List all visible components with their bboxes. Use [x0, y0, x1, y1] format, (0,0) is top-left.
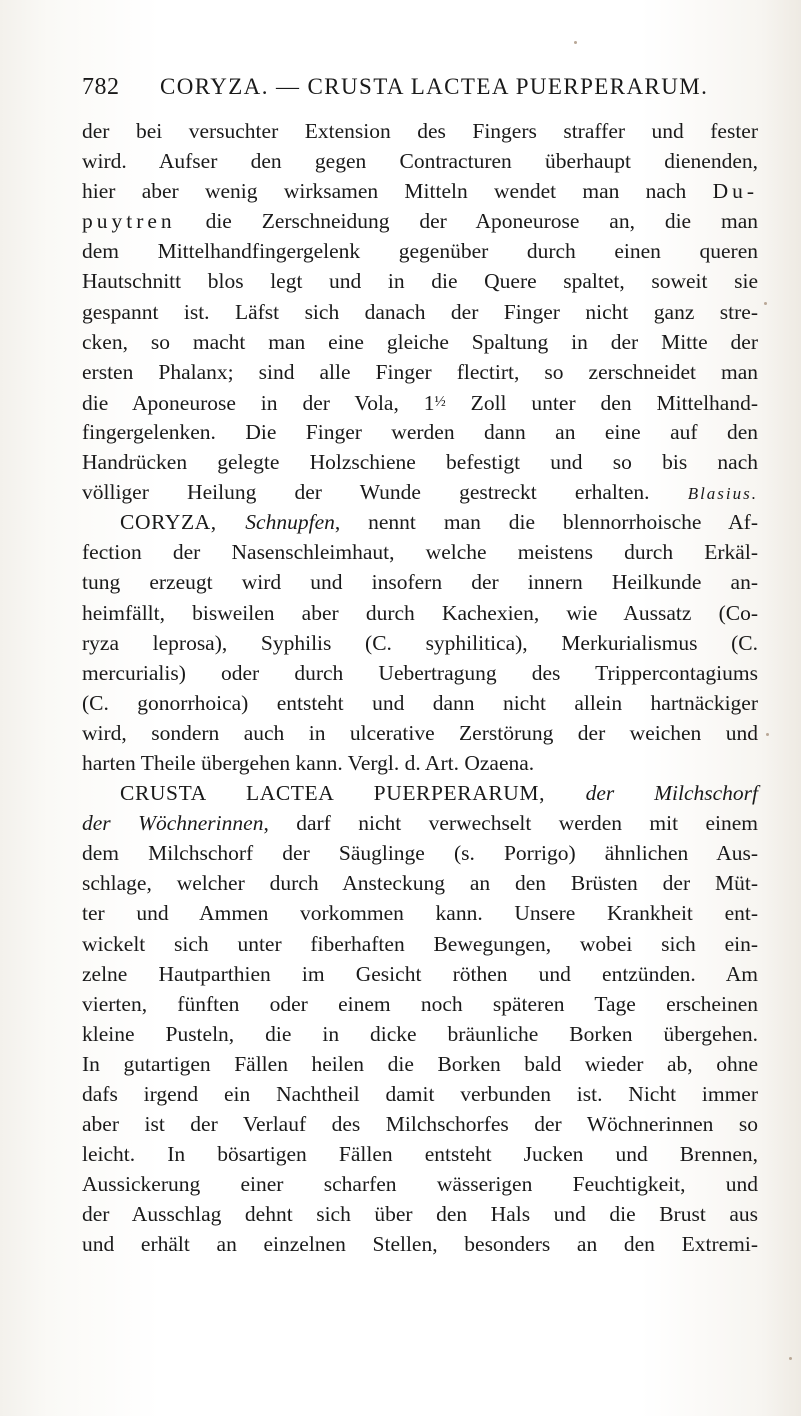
text-line	[82, 1139, 758, 1169]
text-segment: völliger Heilung der Wunde gestreckt erhalten.	[82, 480, 688, 505]
text-segment: dafs irgend ein Nachtheil damit verbunden ist. Nicht immer	[82, 1082, 758, 1106]
page-number: 782	[82, 74, 120, 100]
text-line	[82, 688, 758, 718]
page-header	[82, 74, 712, 106]
text-segment: der Ausschlag dehnt sich über den Hals und die Brust aus	[82, 1202, 758, 1227]
text-segment: kleine Pusteln, die in dicke bräunliche Borken übergehen.	[82, 1021, 758, 1046]
text-line	[82, 537, 758, 567]
paper-speck	[764, 302, 767, 305]
text-segment: cken, so macht man eine gleiche Spaltung in der Mitte der	[82, 329, 758, 354]
text-line	[82, 357, 758, 387]
text-line	[82, 1049, 758, 1079]
text-line	[82, 748, 758, 778]
text-segment: CRUSTA LACTEA PUERPERARUM,	[120, 781, 586, 806]
text-line	[82, 1229, 758, 1259]
text-segment: mercurialis) oder durch Uebertragung des Trippercontagiums	[82, 660, 758, 685]
text-segment: Hautschnitt blos legt und in die Quere spaltet, soweit sie	[82, 269, 758, 294]
text-segment: aber ist der Verlauf des Milchschorfes der Wöchnerinnen so	[82, 1112, 758, 1137]
text-line	[82, 567, 758, 597]
text-segment: der bei versuchter Extension des Fingers straffer und fester	[82, 119, 758, 143]
paper-speck	[574, 41, 577, 44]
text-segment: gespannt ist. Läfst sich danach der Finger nicht ganz stre-	[82, 299, 758, 324]
text-line	[82, 989, 758, 1019]
text-segment: CORYZA,	[120, 510, 246, 535]
text-line	[82, 447, 758, 477]
text-segment: Du-	[712, 179, 758, 204]
text-segment: (C. gonorrhoica) entsteht und dann nicht allein hartnäckiger	[82, 690, 758, 715]
body-text	[82, 116, 758, 1260]
text-line	[82, 808, 758, 838]
text-line	[82, 628, 758, 658]
text-segment: und erhält an einzelnen Stellen, besonders an den Extremi-	[82, 1232, 758, 1257]
text-segment: , nennt man die blennorrhoische Af-	[334, 510, 758, 535]
text-line	[82, 387, 758, 417]
text-segment: ½	[434, 393, 446, 410]
text-segment: wird, sondern auch in ulcerative Zerstörung der weichen und	[82, 720, 758, 745]
text-line	[82, 718, 758, 748]
paper-speck	[766, 733, 769, 736]
text-line	[82, 959, 758, 989]
text-segment: Schnupfen	[245, 510, 335, 535]
text-segment: fection der Nasenschleimhaut, welche meistens durch Erkäl-	[82, 540, 758, 565]
text-line	[82, 477, 758, 507]
text-line	[82, 297, 758, 327]
text-line	[82, 116, 758, 146]
text-segment: fingergelenken. Die Finger werden dann an eine auf den	[82, 419, 758, 444]
text-line	[82, 929, 758, 959]
text-line	[82, 327, 758, 357]
running-head: CORYZA. — CRUSTA LACTEA PUERPERARUM.	[160, 74, 709, 99]
text-segment: In gutartigen Fällen heilen die Borken bald wieder ab, ohne	[82, 1051, 758, 1076]
text-line	[82, 898, 758, 928]
text-line	[82, 778, 758, 808]
text-line	[82, 417, 758, 447]
text-segment: tung erzeugt wird und insofern der innern Heilkunde an-	[82, 570, 758, 595]
text-line	[82, 1019, 758, 1049]
text-segment: ter und Ammen vorkommen kann. Unsere Krankheit ent-	[82, 901, 758, 926]
text-segment: zelne Hautparthien im Gesicht röthen und entzünden. Am	[82, 961, 758, 986]
text-line	[82, 598, 758, 628]
text-segment: harten Theile übergehen kann. Vergl. d. Art. Ozaena.	[82, 750, 535, 775]
text-line	[82, 868, 758, 898]
paper-speck	[789, 1357, 792, 1360]
text-segment: dem Mittelhandfingergelenk gegenüber durch einen queren	[82, 239, 758, 264]
text-line	[82, 1109, 758, 1139]
text-line	[82, 1169, 758, 1199]
text-segment: die Aponeurose in der Vola, 1	[82, 390, 435, 415]
text-line	[82, 266, 758, 296]
text-segment: ersten Phalanx; sind alle Finger flectirt, so zerschneidet man	[82, 359, 758, 384]
text-segment: vierten, fünften oder einem noch späteren Tage erscheinen	[82, 991, 758, 1016]
text-line	[82, 658, 758, 688]
text-line	[82, 236, 758, 266]
text-line	[82, 838, 758, 868]
text-line	[82, 146, 758, 176]
text-line	[82, 507, 758, 537]
text-line	[82, 1199, 758, 1229]
text-segment: der Milchschorf	[585, 781, 758, 806]
text-line	[82, 176, 758, 206]
text-segment: wird. Aufser den gegen Contracturen überhaupt dienenden,	[82, 149, 758, 174]
text-line	[82, 206, 758, 236]
text-segment: wickelt sich unter fiberhaften Bewegungen, wobei sich ein-	[82, 931, 758, 956]
text-segment: puytren	[82, 209, 176, 234]
text-segment: , darf nicht verwechselt werden mit einem	[263, 811, 758, 836]
text-segment: ryza leprosa), Syphilis (C. syphilitica), Merkurialismus (C.	[82, 630, 758, 655]
text-segment: heimfällt, bisweilen aber durch Kachexien, wie Aussatz (Co-	[82, 600, 758, 625]
text-segment: hier aber wenig wirksamen Mitteln wendet man nach	[82, 179, 713, 204]
text-segment: der Wöchnerinnen	[82, 811, 264, 836]
text-segment: schlage, welcher durch Ansteckung an den Brüsten der Müt-	[82, 871, 758, 896]
text-segment: Blasius.	[687, 484, 758, 504]
text-segment: dem Milchschorf der Säuglinge (s. Porrigo) ähnlichen Aus-	[82, 841, 758, 866]
text-segment: Handrücken gelegte Holzschiene befestigt und so bis nach	[82, 450, 758, 475]
text-segment: Aussickerung einer scharfen wässerigen Feuchtigkeit, und	[82, 1172, 758, 1197]
text-segment: Zoll unter den Mittelhand-	[445, 390, 759, 415]
text-segment: die Zerschneidung der Aponeurose an, die man	[175, 209, 758, 234]
text-line	[82, 1079, 758, 1109]
text-segment: leicht. In bösartigen Fällen entsteht Jucken und Brennen,	[82, 1142, 758, 1167]
